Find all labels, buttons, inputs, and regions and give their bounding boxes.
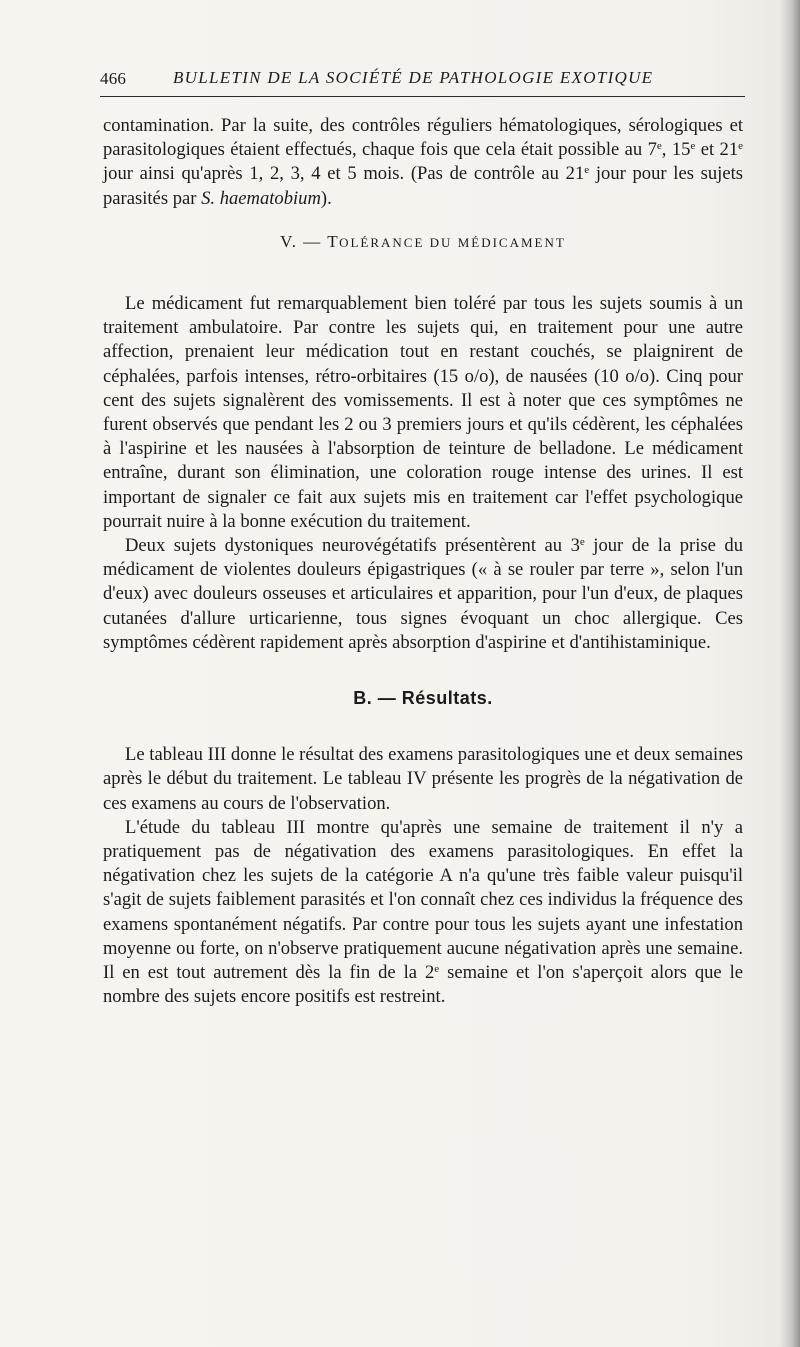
section-heading-results: B. — Résultats. (353, 688, 493, 709)
text-run: et 21 (695, 139, 739, 161)
page-number: 466 (100, 69, 127, 88)
paragraph-table-iii-intro: Le tableau III donne le résultat des examens parasitologiques une et deux semaines après le début du traitement. Le tableau IV présente les progrès de la négativation de ces examens au cours de l'observation. (103, 744, 743, 814)
text-run: , 15 (661, 139, 691, 161)
article-body (103, 114, 743, 1010)
text-run: contamination. Par la suite, des contrôles réguliers hématologiques, sérologiques et parasitologiques étaient effectués, chaque fois que cela était possible au 7 (103, 115, 743, 161)
text-run: ). (320, 187, 332, 209)
text-run: jour de la prise du médicament de violentes douleurs épigastriques (« à se rouler par terre », selon l'un d'eux) avec douleurs osseuses et articulaires et apparition, pour l'un d'eux, de plaques cutanées d'allure urticarienne, tous signes évoquant un choc allergique. Ces symptômes cédèrent rapidement après absorption d'aspirine et d'antihistaminique. (103, 535, 743, 653)
section-heading-tolerance (103, 230, 743, 255)
running-head: BULLETIN DE LA SOCIÉTÉ DE PATHOLOGIE EXOTIQUE (173, 68, 654, 87)
text-run: semaine et l'on s'aperçoit alors que le nombre des sujets encore positifs est restreint. (103, 962, 744, 1008)
superscript: e (656, 140, 662, 153)
text-run: jour pour les sujets parasités par (103, 163, 743, 209)
text-run: jour ainsi qu'après 1, 2, 3, 4 et 5 mois. (Pas de contrôle au 21 (103, 163, 585, 185)
superscript: e (584, 164, 590, 177)
paragraph-table-iii-study (103, 816, 743, 1010)
superscript: e (434, 963, 440, 976)
page-edge-shadow (780, 0, 800, 1347)
superscript: e (579, 536, 585, 549)
section-title-text: OLÉRANCE DU MÉDICAMENT (339, 234, 566, 250)
page-header (98, 66, 745, 90)
superscript: e (738, 140, 744, 153)
paragraph-allergic-reaction (103, 534, 743, 655)
header-rule (100, 96, 745, 97)
species-name: S. haematobium (201, 187, 321, 209)
text-run: Deux sujets dystoniques neurovégétatifs présentèrent au 3 (125, 535, 580, 557)
text-run: L'étude du tableau III montre qu'après une semaine de traitement il n'y a pratiquement pas de négativation des examens parasitologiques. En effet la négativation chez les sujets de la catégorie A n'a qu'une très faible valeur puisqu'il s'agit de sujets faiblement parasités et l'on connaît chez ces individus la fréquence des examens spontanément négatifs. Par contre pour tous les sujets ayant une infestation moyenne ou forte, on n'observe pratiquement aucune négativation après une semaine. Il en est tout autrement dès la fin de la 2 (103, 816, 743, 984)
paragraph-contamination (103, 114, 743, 211)
section-number: V. — T (280, 231, 340, 251)
paragraph-tolerance: Le médicament fut remarquablement bien toléré par tous les sujets soumis à un traitement ambulatoire. Par contre les sujets qui, en traitement pour une autre affection, prenaient leur médication tout en restant couchés, se plaignirent de céphalées, parfois intenses, rétro-orbitaires (15 o/o), de nausées (10 o/o). Cinq pour cent des sujets signalèrent des vomissements. Il est à noter que ces symptômes ne furent observés que pendant les 2 ou 3 premiers jours et qu'ils cédèrent, les céphalées à l'aspirine et les nausées à l'absorption de teinture de belladone. Le médicament entraîne, durant son élimination, une coloration rouge intense des urines. Il est important de signaler ce fait aux sujets mis en traitement car l'effet psychologique pourrait nuire à la bonne exécution du traitement. (103, 293, 743, 532)
superscript: e (690, 140, 696, 153)
